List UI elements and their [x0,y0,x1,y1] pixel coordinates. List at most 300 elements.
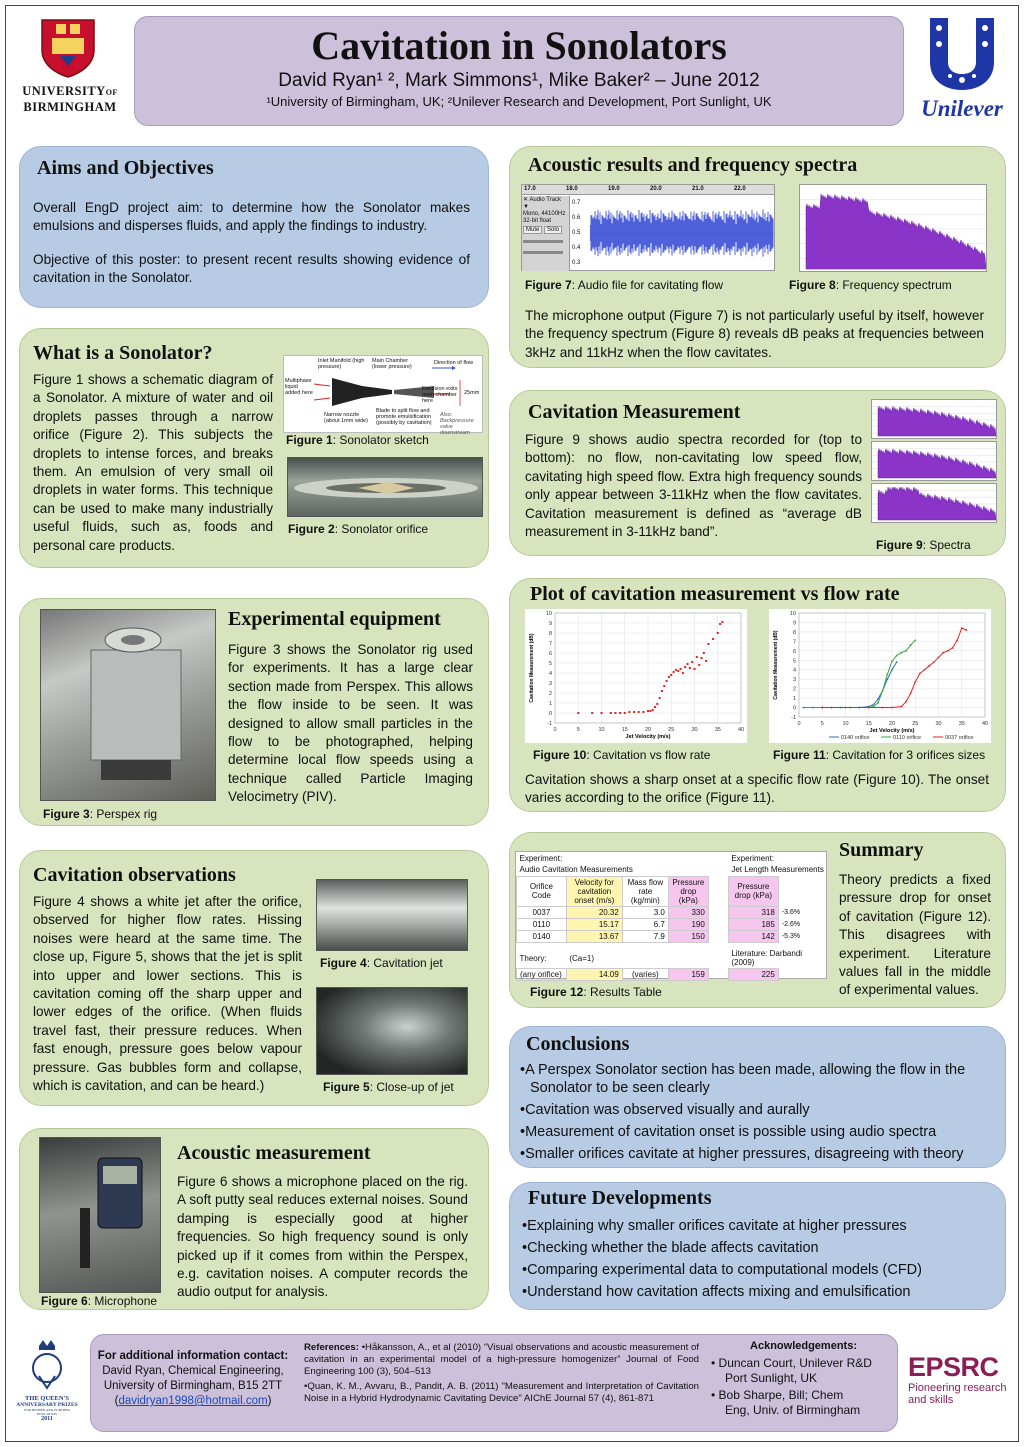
data-point [633,711,635,713]
data-point [896,661,898,663]
table-ca: (Ca=1) [569,953,595,963]
spectrum-no-flow [871,399,997,439]
figure-11-text: : Cavitation for 3 orifices sizes [825,748,986,762]
figure-10-caption [533,748,710,762]
data-point [803,707,805,709]
list-item: • Explaining why smaller orifices cavitate at higher pressures [520,1217,1000,1235]
data-point [721,621,723,623]
data-point [891,669,893,671]
data-point [882,690,884,692]
data-point [877,702,879,704]
table-audio-heading: Audio Cavitation Measurements [519,865,633,875]
table-any-pressure: 159 [668,969,708,981]
y-tick-label: -1 [791,715,796,721]
y-tick-label: 10 [545,611,552,617]
list-item: • Measurement of cavitation onset is possible using audio spectra [518,1123,998,1141]
data-point [705,660,707,662]
y-tick-label: 0 [792,705,796,712]
cavitation-jet-photo [316,879,468,951]
data-point [698,664,700,666]
table-experiment: Experiment: [519,853,563,863]
data-point [659,697,661,699]
figure-1-label: Figure 1 [286,433,333,447]
data-point [628,711,630,713]
summary-body: Theory predicts a fixed pressure drop for onset of cavitation (Figure 12). This disagrees with experiment. Literature values fall in the middle of experimental values. [839,872,991,998]
table-theory: Theory: [519,953,547,963]
data-point [691,661,693,663]
data-point [663,685,665,687]
figure-11-label: Figure 11 [773,748,826,762]
y-tick-label: 8 [792,629,796,636]
reference-1 [304,1342,699,1378]
data-point [886,678,888,680]
y-tick-label: 6 [792,648,796,655]
figure-2-caption [288,522,428,536]
data-point [821,707,823,709]
spectra-panel [509,146,1006,368]
future-heading: Future Developments [528,1187,712,1209]
university-name-of: OF [105,88,118,97]
data-point [687,663,689,665]
plot-body: Cavitation shows a sharp onset at a specific flow rate (Figure 10). The onset varies according to the orifice (Figure 11). [525,772,989,806]
table-cell: 20.32 [566,906,622,918]
y-tick-label: 1 [548,701,552,707]
data-point [952,647,954,649]
aims-paragraph-2: Objective of this poster: to present recent results showing evidence of cavitation in the Sonolator. [33,252,470,286]
figure-4-label: Figure 4 [320,956,367,970]
table-cell: 330 [668,906,708,918]
data-point [942,652,944,654]
legend-entry: 0110 orifice [893,735,922,741]
acoustic-panel [19,1128,489,1310]
future-panel [509,1182,1006,1310]
chart-three-orifices [769,609,991,743]
data-point [896,655,898,657]
sonolator-sketch [283,355,483,436]
contact-heading: For additional information contact: [97,1350,289,1362]
list-item: • Smaller orifices cavitate at higher pressures, disagreeing with theory [518,1145,998,1163]
audio-ytick-3: 0.4 [572,245,581,251]
figure-8-caption [789,278,952,292]
ack-item-2a: • Bob Sharpe, Bill; Chem [711,1388,844,1402]
data-point [652,709,654,711]
measurement-heading: Cavitation Measurement [528,401,741,423]
jet-closeup-photo [316,987,468,1075]
table-jet-heading: Jet Length Measurements [731,865,824,875]
series-line [822,628,966,707]
y-tick-label: 3 [792,677,796,684]
unilever-wordmark: Unilever [921,96,1003,121]
data-point [891,707,893,709]
figure-4-caption [320,956,443,970]
equipment-panel [19,598,489,826]
track-name-label: Audio Track [529,197,562,203]
list-item: • Cavitation was observed visually and aurally [518,1101,998,1119]
data-point [591,712,593,714]
ack-item-2b: Eng, Univ. of Birmingham [725,1403,861,1417]
spectrum-high-flow [871,483,997,523]
list-item: • A Perspex Sonolator section has been made, allowing the flow in the Sonolator to be seen clearly [518,1061,998,1097]
plot-panel [509,578,1006,812]
sketch-label-multiphase: Multiphase liquid added here [285,378,313,396]
figure-1-text: : Sonolator sketch [332,433,429,447]
table-cell: -2.6% [781,920,801,928]
y-tick-label: 7 [792,639,796,646]
sonolator-orifice-photo [287,457,483,517]
sketch-label-main-chamber: Main Chamber (lower pressure) [372,358,412,370]
measurement-body: Figure 9 shows audio spectra recorded for (top to bottom): no flow, non-cavitating low speed flow, cavitating high speed flow. Extra high frequency sounds only appear between 3-11kHz when the flow cavitates. Cavitation measurement is defined as “average dB measurement in 3-11kHz band”. [525,432,862,540]
acknowledgements-block [711,1339,896,1418]
spectra-heading: Acoustic results and frequency spectra [528,154,858,176]
figure-5-caption [323,1080,454,1094]
track-control [522,196,570,271]
data-point [914,640,916,642]
table-col-code: Orifice Code [517,876,567,906]
audio-ytick-2: 0.5 [572,230,581,236]
table-cell: 190 [668,918,708,930]
ack-item-1a: • Duncan Court, Unilever R&D [711,1356,872,1370]
poster-title: Cavitation in Sonolators [311,23,727,68]
y-tick-label: 7 [548,641,552,647]
table-any-velocity: 14.09 [566,969,622,981]
x-tick-label: 15 [621,727,628,733]
figure-11-caption [773,748,985,762]
data-point [900,652,902,654]
figure-6-caption [41,1294,157,1308]
figure-3-label: Figure 3 [43,807,90,821]
audio-tick-1: 18.0 [566,186,578,192]
x-tick-label: 20 [644,727,652,733]
measurement-panel [509,390,1006,556]
data-point [928,665,930,667]
audio-ytick-4: 0.3 [572,260,581,266]
queens-prize-year: 2011 [41,1416,53,1422]
data-point [614,712,616,714]
figure-9-text: : Spectra [922,538,971,552]
data-point [682,672,684,674]
data-point [845,707,847,709]
figure-8-text: : Frequency spectrum [835,278,952,292]
queens-prize-logo [14,1338,80,1434]
plot-heading: Plot of cavitation measurement vs flow rate [530,583,900,605]
queens-prize-line1: THE QUEEN'S [25,1395,69,1402]
unilever-logo [914,14,1010,122]
table-cell: 0110 [517,918,567,930]
table-cell: 0140 [517,930,567,942]
close-track-icon[interactable]: ✕ [523,197,529,203]
x-tick-label: 25 [912,721,919,727]
data-point [947,650,949,652]
table-cell: 3.0 [622,906,668,918]
references-block [304,1342,699,1405]
legend-entry: 0140 orifice [841,735,870,741]
queens-prize-line3: FOR HIGHER AND FURTHER EDUCATION [24,1408,70,1416]
table-cell: 6.7 [622,918,668,930]
x-axis-label: Jet Velocity (m/s) [625,734,671,740]
x-tick-label: 25 [668,727,675,733]
y-tick-label: 4 [792,667,796,674]
conclusions-panel [509,1026,1006,1168]
future-list [520,1217,1000,1305]
figure-10-label: Figure 10 [533,748,587,762]
x-tick-label: 30 [691,727,698,733]
acoustic-body: Figure 6 shows a microphone placed on the rig. A soft putty seal reduces external noises. Sound damping is especially good at higher frequencies. So high frequency sound is only picked up if it comes from within the Perspex, e.g. cavitation noises. A computer records the audio output for analysis. [177,1174,468,1300]
perspex-rig-photo [40,609,216,801]
sketch-label-nozzle: Narrow nozzle (about 1mm wide) [324,412,369,424]
conclusions-heading: Conclusions [526,1033,630,1055]
conclusions-list [518,1061,998,1167]
equipment-heading: Experimental equipment [228,608,441,630]
list-item: • Understand how cavitation affects mixing and emulsification [520,1283,1000,1301]
data-point [910,644,912,646]
table-cell: -3.6% [781,908,801,916]
figure-9-caption [876,538,971,552]
figure-10-text: : Cavitation vs flow rate [586,748,711,762]
data-point [891,660,893,662]
data-point [886,674,888,676]
data-point [668,676,670,678]
x-tick-label: 40 [981,721,989,727]
figure-12-label: Figure 12 [530,985,584,999]
list-item: • Checking whether the blade affects cavitation [520,1239,1000,1257]
data-point [577,712,579,714]
contact-line-1: David Ryan, Chemical Engineering, [102,1365,284,1377]
table-cell: 318 [728,906,778,918]
x-tick-label: 20 [888,721,896,727]
data-point [666,680,668,682]
footer-panel [90,1334,898,1432]
y-tick-label: 6 [548,651,552,657]
spectrum-low-flow [871,441,997,481]
what-is-body: Figure 1 shows a schematic diagram of a Sonolator. A mixture of water and oil droplets passes through a narrow orifice (Figure 2). This subjects the droplets to intense forces, and breaks them. An emulsion of very small oil droplets in water forms. This technique can be used to make many industrially useful fluids, such as, foods and personal care products. [33,372,273,553]
data-point [684,666,686,668]
x-tick-label: 0 [797,721,801,727]
x-tick-label: 35 [714,727,721,733]
data-point [905,650,907,652]
data-point [900,706,902,708]
data-point [882,707,884,709]
table-col-mass: Mass flow rate (kg/min) [622,876,668,906]
audio-tick-2: 19.0 [608,186,620,192]
observations-heading: Cavitation observations [33,864,236,886]
epsrc-tagline-2: and skills [908,1394,954,1406]
what-is-panel [19,328,489,568]
figure-9-label: Figure 9 [876,538,923,552]
aims-paragraph-1: Overall EngD project aim: to determine how the Sonolator makes emulsions and disperses fluids, and apply the findings to industry. [33,200,470,234]
aims-heading: Aims and Objectives [37,157,214,179]
figure-3-caption [43,807,157,821]
track-name[interactable] [523,197,568,211]
table-literature: Literature: Darbandi (2009) [731,949,803,967]
x-tick-label: 10 [842,721,849,727]
pan-slider[interactable] [523,251,563,254]
data-point [919,673,921,675]
table-cell: -5.3% [781,932,801,940]
unilever-u-icon [922,14,1002,92]
data-point [877,698,879,700]
table-varies: (varies) [622,969,668,981]
summary-panel [509,832,1006,1008]
data-point [619,712,621,714]
data-point [696,656,698,658]
y-tick-label: 5 [792,658,796,665]
data-point [966,629,968,631]
dropdown-icon[interactable]: ▼ [523,204,529,210]
series-line [804,662,897,707]
data-point [638,711,640,713]
what-is-heading: What is a Sonolator? [33,342,213,364]
table-cell: 15.17 [566,918,622,930]
table-cell: 7.9 [622,930,668,942]
observations-panel [19,850,489,1106]
data-point [670,674,672,676]
y-tick-label: 0 [548,711,552,717]
track-info-2: 32-bit float [523,218,552,224]
table-row [517,930,829,942]
data-point [933,661,935,663]
figure-7-text: : Audio file for cavitating flow [571,278,724,292]
equipment-body: Figure 3 shows the Sonolator rig used for experiments. It has a large clear section made from Perspex. This allows the flow inside to be seen. It was designed to allow small particles in the flow to be photographed, helping determine local flow speeds using a technique called Particle Imaging Velocimetry (PIV). [228,642,473,805]
sketch-label-blade: Blade to split flow and promote emulsification (possibly by cavitation) [376,408,432,426]
y-tick-label: 2 [792,686,796,693]
data-point [673,671,675,673]
data-point [680,668,682,670]
table-row [517,918,829,930]
table-cell: 13.67 [566,930,622,942]
audio-ytick-1: 0.6 [572,215,581,221]
ack-item-1b: Port Sunlight, UK [725,1371,818,1385]
figure-12-caption [530,985,662,999]
data-point [661,690,663,692]
solo-button[interactable]: Solo [544,226,562,234]
y-tick-label: 1 [792,696,796,703]
chart-cavitation-vs-flow [525,609,747,743]
x-tick-label: 30 [935,721,942,727]
sketch-label-backpressure: Also: Backpressure valve downstream [440,412,474,436]
gain-slider[interactable] [523,240,563,243]
university-name-line1: UNIVERSITY [22,84,106,98]
data-point [601,712,603,714]
table-cell: 0037 [517,906,567,918]
university-logo [16,16,124,120]
y-axis-label: Cavitation Measurement (dB) [529,633,535,703]
data-point [905,701,907,703]
references-label: References: [304,1342,359,1353]
data-point [938,657,940,659]
data-point [868,707,870,709]
data-point [642,711,644,713]
data-point [812,707,814,709]
reference-2: •Quan, K. M., Avvaru, B., Pandit, A. B. (2011) "Measurement and Interpretation of Cavitation Noise in a Hybrid Hydrodynamic Cavitating Device" AIChE Journal 57 (4), 861-871 [304,1381,699,1404]
header-panel [134,16,904,126]
y-tick-label: 9 [548,621,552,627]
observations-body: Figure 4 shows a white jet after the orifice, observed for higher flow rates. Hissing noises were heard at the same time. The close up, Figure 5, shows that the jet is split into upper and lower sections. This is cavitation coming off the sharp upper and lower edges of the orifice. (When fluids travel fast, their pressure reduces. When fast enough, pressure goes below vapour pressure. Gas bubbles form and collapse, which is cavitation, and can be heard.) [33,894,302,1094]
y-tick-label: 2 [548,691,552,697]
data-point [961,627,963,629]
data-point [873,704,875,706]
figure-7-label: Figure 7 [525,278,572,292]
table-cell: 185 [728,918,778,930]
summary-heading: Summary [839,839,924,861]
acknowledgements-heading: Acknowledgements: [750,1340,857,1352]
x-tick-label: 35 [958,721,965,727]
contact-email-link[interactable]: davidryan1998@hotmail.com [118,1395,268,1407]
data-point [924,669,926,671]
x-tick-label: 5 [820,721,824,727]
y-tick-label: 8 [548,631,552,637]
university-name-line2: BIRMINGHAM [23,100,117,114]
data-point [675,669,677,671]
data-point [610,712,612,714]
y-tick-label: -1 [547,721,552,727]
crown-icon [27,1338,67,1390]
x-tick-label: 40 [737,727,745,733]
epsrc-tagline-1: Pioneering research [908,1382,1007,1394]
table-lit-pressure: 225 [728,969,778,981]
audio-tick-3: 20.0 [650,186,662,192]
x-tick-label: 10 [598,727,605,733]
x-tick-label: 5 [576,727,580,733]
spectra-body: The microphone output (Figure 7) is not particularly useful by itself, however the frequency spectrum (Figure 8) reveals dB peaks at frequencies between 3kHz and 11kHz when the flow cavitates. [525,308,984,360]
data-point [956,640,958,642]
sketch-label-exits: Emulsion exits main chamber here [422,386,458,404]
data-point [712,638,714,640]
acoustic-heading: Acoustic measurement [177,1142,371,1164]
data-point [649,710,651,712]
table-col-velocity: Velocity for cavitation onset (m/s) [566,876,622,906]
legend-entry: 0037 orifice [945,735,974,741]
figure-6-text: : Microphone [87,1294,158,1308]
audio-tick-0: 17.0 [524,186,536,192]
data-point [694,668,696,670]
data-point [656,703,658,705]
data-point [647,710,649,712]
audio-timeline [522,185,774,195]
poster-authors: David Ryan¹ ², Mark Simmons¹, Mike Baker² – June 2012 [278,70,760,91]
y-axis-label: Cavitation Measurement (dB) [773,630,779,700]
aims-panel [19,146,489,308]
x-axis-label: Jet Velocity (m/s) [869,728,915,734]
table-row [517,906,829,918]
y-tick-label: 3 [548,681,552,687]
table-col-pressure-2: Pressure drop (kPa) [728,876,778,906]
audio-waveform [590,196,774,271]
data-point [654,706,656,708]
figure-1-caption [286,433,429,447]
data-point [700,657,702,659]
crest-icon [38,16,98,78]
y-tick-label: 4 [548,671,552,677]
figure-2-text: : Sonolator orifice [334,522,429,536]
data-point [910,692,912,694]
figure-4-text: : Cavitation jet [366,956,443,970]
sketch-label-direction: Direction of flow [434,360,474,366]
reference-1-text: •Håkansson, A., et al (2010) “Visual observations and acoustic measurement of cavitation in an experimental model of a high-pressure homogenizer” Journal of Food Engineering 100 (3), 504–513 [304,1342,699,1377]
data-point [914,681,916,683]
track-info-1: Mono, 44100Hz [523,211,566,217]
sketch-label-size: 25mm [464,390,480,396]
epsrc-wordmark: EPSRC [908,1352,999,1382]
figure-5-text: : Close-up of jet [369,1080,454,1094]
table-any-orifice: (any orifice) [517,969,567,981]
mute-button[interactable]: Mute [523,226,542,234]
contact-block [95,1349,291,1409]
figure-12-text: : Results Table [583,985,662,999]
audio-waveform-figure [521,184,775,271]
series-line [804,640,916,707]
y-tick-label: 9 [792,620,796,627]
data-point [689,667,691,669]
